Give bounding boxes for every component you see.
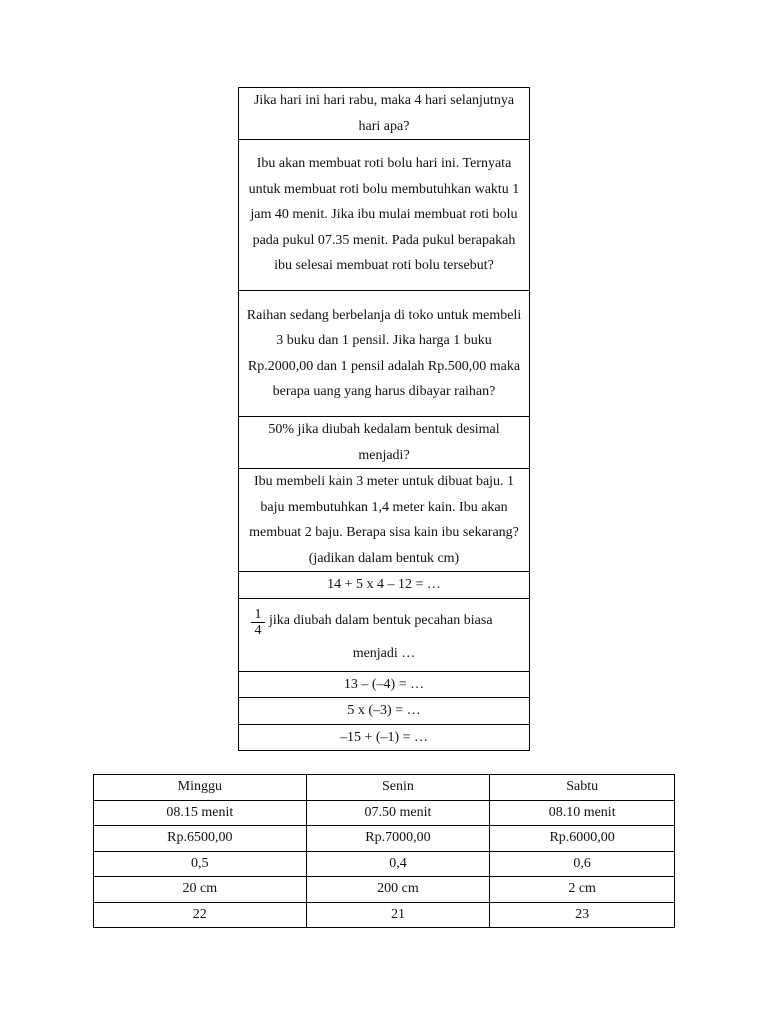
table-row <box>239 140 530 291</box>
question-cell: 13 – (–4) = … <box>239 671 530 698</box>
question-cell: Ibu membeli kain 3 meter untuk dibuat baju. 1 baju membutuhkan 1,4 meter kain. Ibu akan membuat 2 baju. Berapa sisa kain ibu sekarang? (jadikan dalam bentuk cm) <box>239 469 530 572</box>
column-header: Senin <box>306 775 490 801</box>
answers-table <box>93 774 675 928</box>
table-cell: 08.15 menit <box>94 800 307 826</box>
table-cell: 0,4 <box>306 851 490 877</box>
question-cell: Raihan sedang berbelanja di toko untuk membeli 3 buku dan 1 pensil. Jika harga 1 buku Rp.2000,00 dan 1 pensil adalah Rp.500,00 maka berapa uang yang harus dibayar raihan? <box>239 291 530 417</box>
table-cell: 20 cm <box>94 877 307 903</box>
table-row <box>239 572 530 599</box>
table-row <box>94 826 675 852</box>
questions-table <box>238 87 530 751</box>
question-cell: 50% jika diubah kedalam bentuk desimal menjadi? <box>239 417 530 469</box>
table-row <box>94 902 675 928</box>
question-cell: 5 x (–3) = … <box>239 698 530 725</box>
table-row <box>239 88 530 140</box>
table-cell: Rp.6000,00 <box>490 826 675 852</box>
table-row <box>94 851 675 877</box>
table-cell: Rp.7000,00 <box>306 826 490 852</box>
table-cell: 08.10 menit <box>490 800 675 826</box>
table-cell: 22 <box>94 902 307 928</box>
table-row <box>239 724 530 751</box>
table-cell: 07.50 menit <box>306 800 490 826</box>
fraction-question-text: jika diubah dalam bentuk pecahan biasa <box>269 612 493 628</box>
fraction <box>251 607 265 638</box>
table-cell: Rp.6500,00 <box>94 826 307 852</box>
fraction-question-text-cont: menjadi … <box>352 645 416 661</box>
table-cell: 21 <box>306 902 490 928</box>
header-row <box>94 775 675 801</box>
question-cell: –15 + (–1) = … <box>239 724 530 751</box>
table-row <box>239 671 530 698</box>
question-cell: 14 + 5 x 4 – 12 = … <box>239 572 530 599</box>
table-row <box>94 877 675 903</box>
table-cell: 2 cm <box>490 877 675 903</box>
table-cell: 23 <box>490 902 675 928</box>
fraction-denominator: 4 <box>254 622 262 638</box>
table-row <box>239 291 530 417</box>
column-header: Sabtu <box>490 775 675 801</box>
table-row <box>239 698 530 725</box>
table-row <box>239 598 530 671</box>
table-row <box>239 469 530 572</box>
question-cell: Ibu akan membuat roti bolu hari ini. Ternyata untuk membuat roti bolu membutuhkan waktu 1 jam 40 menit. Jika ibu mulai membuat roti bolu pada pukul 07.35 menit. Pada pukul berapakah ibu selesai membuat roti bolu tersebut? <box>239 140 530 291</box>
fraction-question-cell <box>239 598 530 671</box>
table-row <box>239 417 530 469</box>
table-cell: 0,6 <box>490 851 675 877</box>
column-header: Minggu <box>94 775 307 801</box>
table-row <box>94 800 675 826</box>
question-cell: Jika hari ini hari rabu, maka 4 hari selanjutnya hari apa? <box>239 88 530 140</box>
fraction-numerator: 1 <box>251 607 265 623</box>
table-cell: 200 cm <box>306 877 490 903</box>
table-cell: 0,5 <box>94 851 307 877</box>
